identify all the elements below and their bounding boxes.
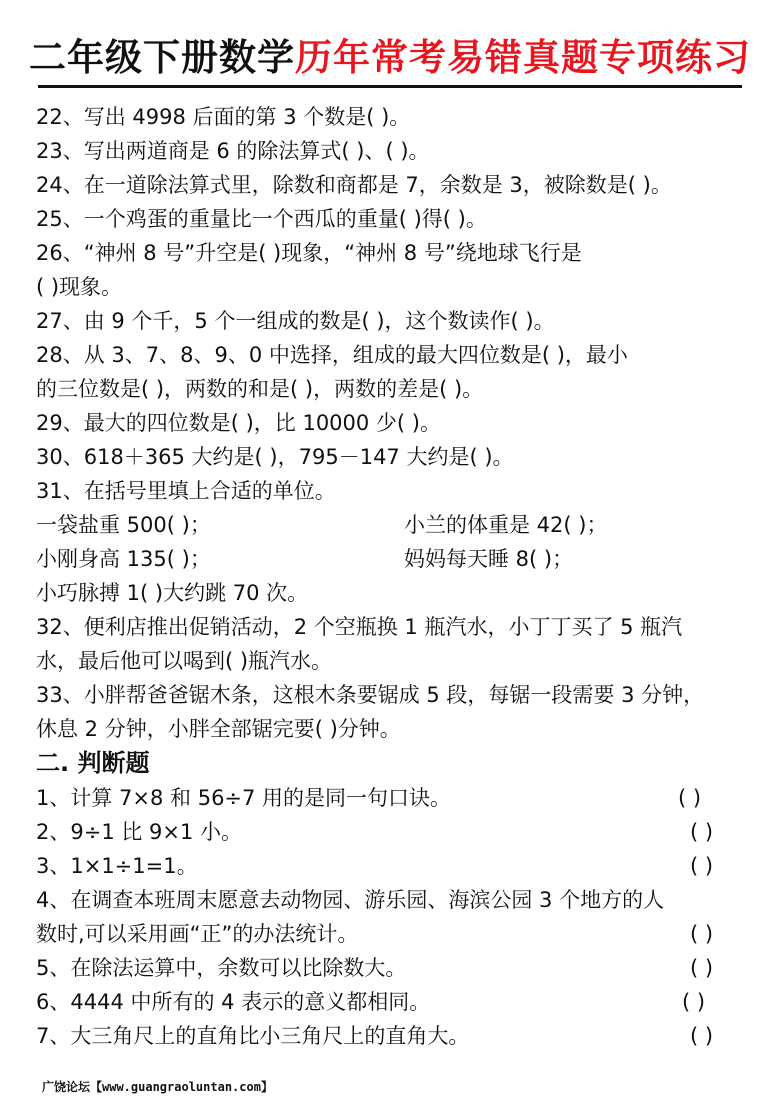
judge-item-6: 6、4444 中所有的 4 表示的意义都相同。 [36, 990, 431, 1014]
question-28-line-1: 28、从 3、7、8、9、0 中选择，组成的最大四位数是( )，最小 [36, 343, 628, 367]
question-29: 29、最大的四位数是( )，比 10000 少( )。 [36, 411, 441, 435]
title-underline [38, 85, 742, 88]
unit-item-pulse: 小巧脉搏 1( )大约跳 70 次。 [36, 581, 309, 605]
judge-answer-6: ( ) [682, 990, 706, 1014]
judge-answer-4: ( ) [690, 922, 714, 946]
title-black-part: 二年级下册数学 [29, 36, 295, 79]
question-33-line-1: 33、小胖帮爸爸锯木条，这根木条要锯成 5 段，每锯一段需要 3 分钟， [36, 683, 705, 707]
title-red-part: 历年常考易错真题专项练习 [295, 36, 751, 79]
question-27: 27、由 9 个千，5 个一组成的数是( )，这个数读作( )。 [36, 309, 555, 333]
question-28-line-2: 的三位数是( )，两数的和是( )，两数的差是( )。 [36, 377, 484, 401]
judge-item-4-line-1: 4、在调查本班周末愿意去动物园、游乐园、海滨公园 3 个地方的人 [36, 888, 665, 912]
judge-item-5: 5、在除法运算中，余数可以比除数大。 [36, 956, 407, 980]
unit-item-salt: 一袋盐重 500( )； [36, 513, 211, 537]
section-heading-judgement: 二. 判断题 [36, 749, 150, 777]
question-23: 23、写出两道商是 6 的除法算式( )、( )。 [36, 139, 430, 163]
judge-item-4-line-2: 数时,可以采用画“正”的办法统计。 [36, 922, 359, 946]
question-30: 30、618＋365 大约是( )，795－147 大约是( )。 [36, 445, 514, 469]
judge-item-1: 1、计算 7×8 和 56÷7 用的是同一句口诀。 [36, 786, 452, 810]
judge-item-2: 2、9÷1 比 9×1 小。 [36, 820, 243, 844]
page-title [0, 30, 780, 86]
question-22: 22、写出 4998 后面的第 3 个数是( )。 [36, 105, 411, 129]
judge-answer-5: ( ) [690, 956, 714, 980]
footer-source: 广饶论坛【www.guangraoluntan.com】 [42, 1080, 273, 1094]
judge-answer-2: ( ) [690, 820, 714, 844]
question-31: 31、在括号里填上合适的单位。 [36, 479, 336, 503]
judge-answer-7: ( ) [690, 1024, 714, 1048]
question-32-line-1: 32、便利店推出促销活动，2 个空瓶换 1 瓶汽水，小丁丁买了 5 瓶汽 [36, 615, 683, 639]
unit-item-height: 小刚身高 135( )； [36, 547, 211, 571]
judge-answer-3: ( ) [690, 854, 714, 878]
question-32-line-2: 水，最后他可以喝到( )瓶汽水。 [36, 649, 333, 673]
unit-item-weight: 小兰的体重是 42( )； [404, 513, 608, 537]
question-25: 25、一个鸡蛋的重量比一个西瓜的重量( )得( )。 [36, 207, 487, 231]
unit-item-sleep: 妈妈每天睡 8( )； [404, 547, 574, 571]
question-33-line-2: 休息 2 分钟，小胖全部锯完要( )分钟。 [36, 717, 401, 741]
judge-item-7: 7、大三角尺上的直角比小三角尺上的直角大。 [36, 1024, 470, 1048]
question-26-line-1: 26、“神州 8 号”升空是( )现象，“神州 8 号”绕地球飞行是 [36, 241, 582, 265]
judge-answer-1: ( ) [678, 786, 702, 810]
question-24: 24、在一道除法算式里，除数和商都是 7，余数是 3，被除数是( )。 [36, 173, 672, 197]
question-26-line-2: ( )现象。 [36, 275, 123, 299]
judge-item-3: 3、1×1÷1=1。 [36, 854, 198, 878]
